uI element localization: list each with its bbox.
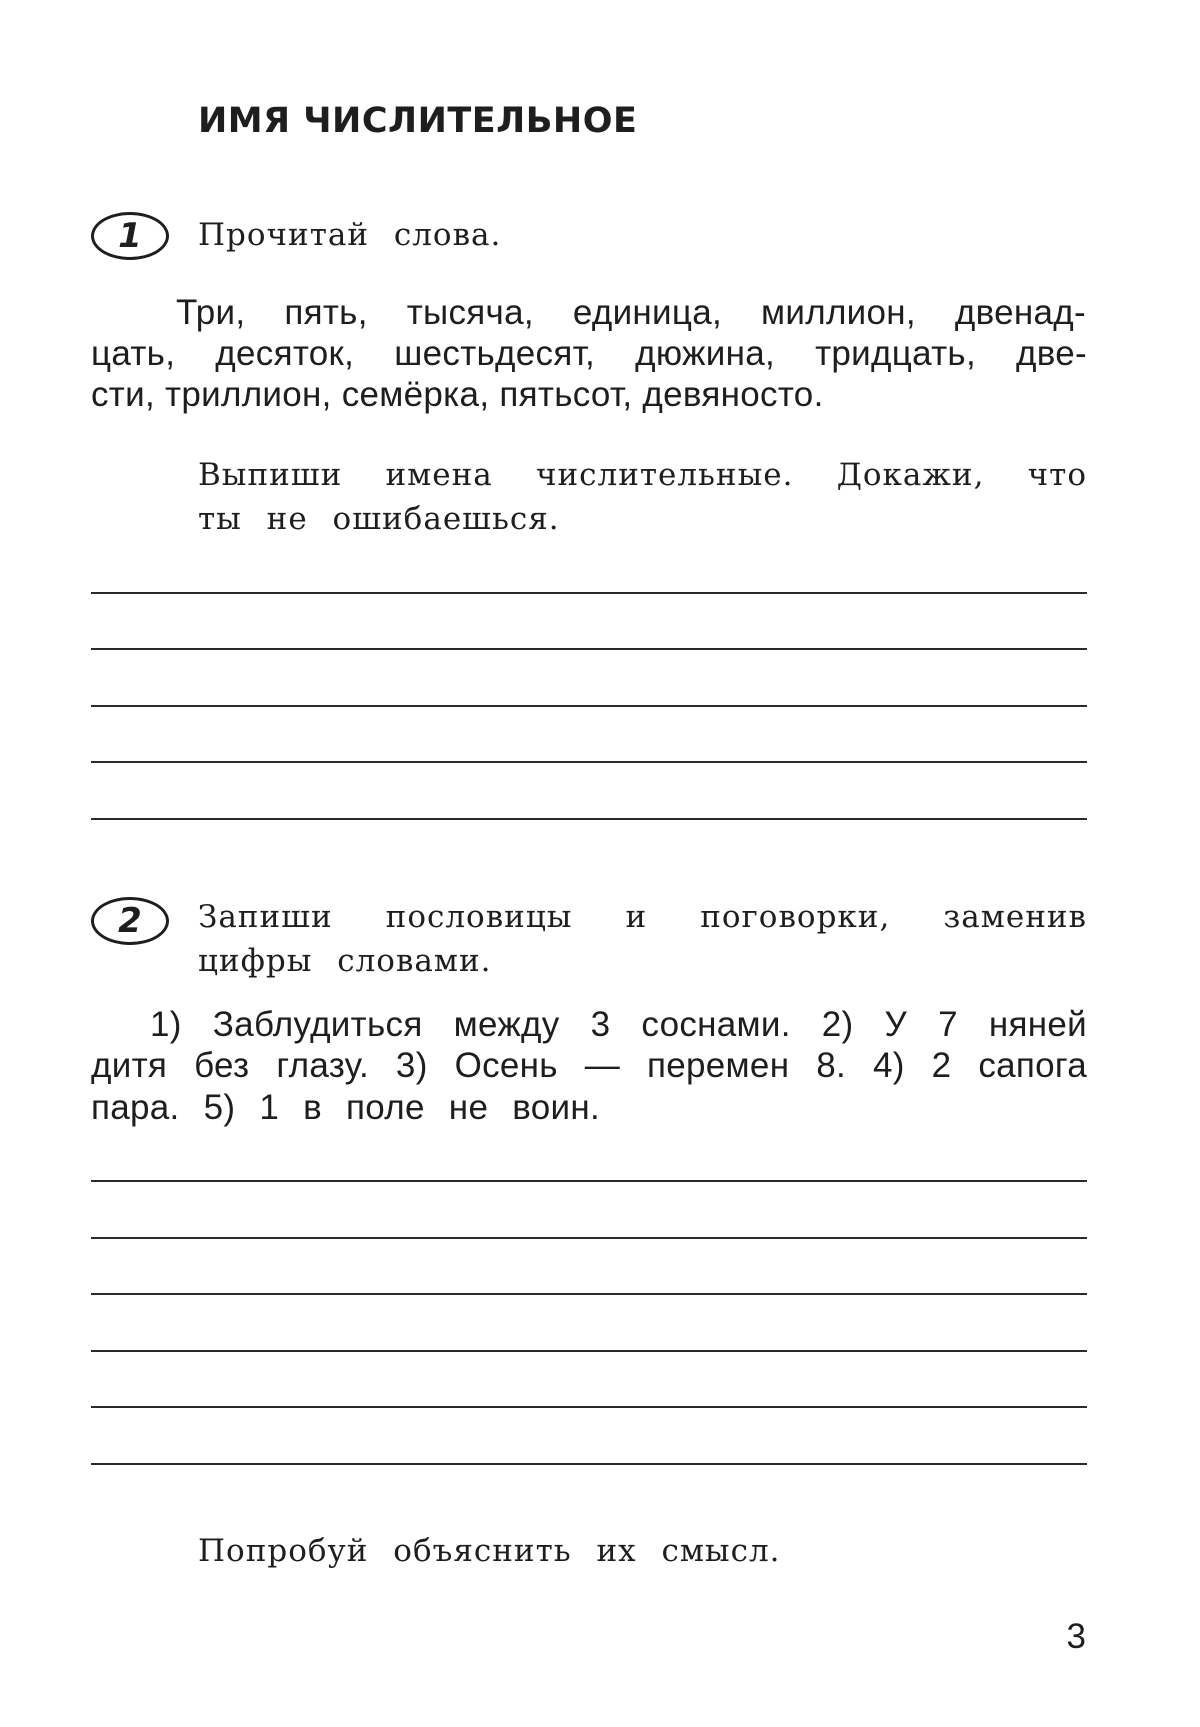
answer-line[interactable] bbox=[91, 648, 1087, 650]
page-title: ИМЯ ЧИСЛИТЕЛЬНОЕ bbox=[198, 101, 638, 141]
task-1-question-line-2: ты не ошибаешься. bbox=[198, 501, 560, 537]
task-1-words-line-1: Три, пять, тысяча, единица, миллион, двенад- bbox=[176, 293, 1086, 332]
answer-line[interactable] bbox=[91, 1350, 1087, 1352]
answer-line[interactable] bbox=[91, 761, 1087, 763]
answer-line[interactable] bbox=[91, 1463, 1087, 1465]
answer-line[interactable] bbox=[91, 705, 1087, 707]
task-1-question-line-1: Выпиши имена числительные. Докажи, что bbox=[198, 457, 1087, 493]
task-2-question: Попробуй объяснить их смысл. bbox=[198, 1533, 781, 1569]
task-2-proverbs-line-1: 1) Заблудиться между 3 соснами. 2) У 7 няней bbox=[150, 1005, 1087, 1044]
task-2-instruction-line-1: Запиши пословицы и поговорки, заменив bbox=[198, 899, 1087, 935]
task-2-instruction-line-2: цифры словами. bbox=[198, 943, 492, 979]
answer-line[interactable] bbox=[91, 1180, 1087, 1182]
page-number: 3 bbox=[1066, 1617, 1086, 1656]
task-1-words-line-3: сти, триллион, семёрка, пятьсот, девяносто. bbox=[91, 375, 824, 414]
answer-line[interactable] bbox=[91, 592, 1087, 594]
task-1-number-badge: 1 bbox=[91, 212, 169, 260]
answer-line[interactable] bbox=[91, 1293, 1087, 1295]
task-1-words-line-2: цать, десяток, шестьдесят, дюжина, тридцать, две- bbox=[91, 334, 1087, 373]
task-1-instruction: Прочитай слова. bbox=[198, 217, 502, 253]
task-2-proverbs-line-2: дитя без глазу. 3) Осень — перемен 8. 4) 2 сапога bbox=[91, 1046, 1087, 1085]
answer-line[interactable] bbox=[91, 818, 1087, 820]
task-2-number-badge: 2 bbox=[91, 897, 169, 945]
answer-line[interactable] bbox=[91, 1237, 1087, 1239]
task-2-proverbs-line-3: пара. 5) 1 в поле не воин. bbox=[91, 1088, 600, 1127]
answer-line[interactable] bbox=[91, 1406, 1087, 1408]
